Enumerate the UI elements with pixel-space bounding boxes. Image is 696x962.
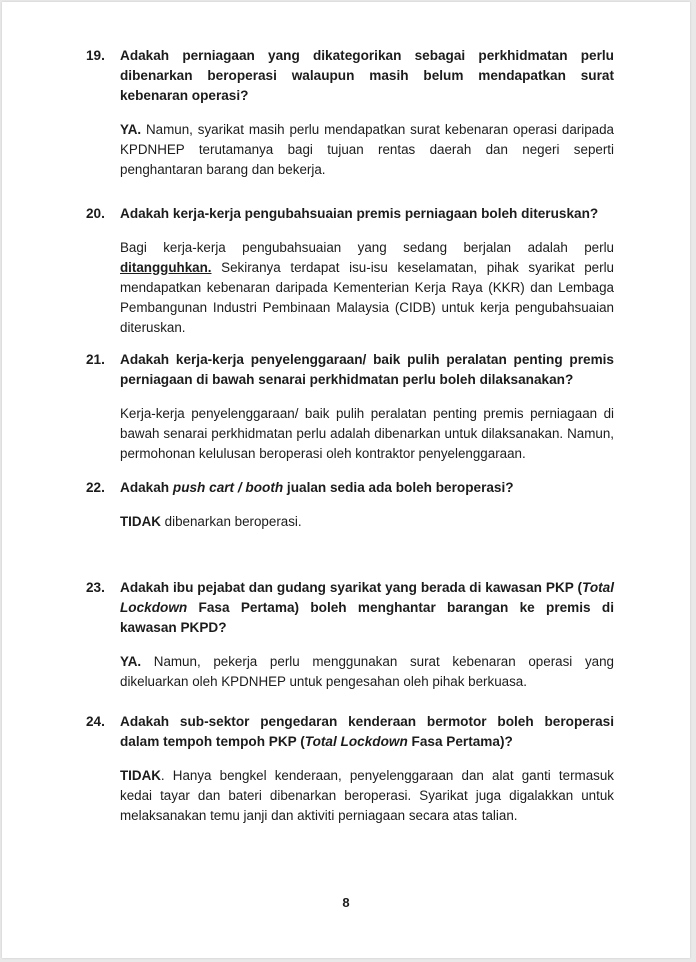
faq-item-20 (86, 204, 614, 338)
question-number: 23. (86, 580, 105, 595)
answer-emphasis: ditangguhkan. (120, 260, 212, 275)
question-20 (86, 204, 614, 224)
question-number: 22. (86, 480, 105, 495)
question-text: Adakah push cart / booth jualan sedia ada boleh beroperasi? (120, 480, 514, 495)
question-number: 19. (86, 48, 105, 63)
question-number: 24. (86, 714, 105, 729)
answer-body-end: Sekiranya terdapat isu-isu keselamatan, pihak syarikat perlu mendapatkan kebenaran daripada Kementerian Kerja Raya (KKR) dan Lembaga Pembangunan Industri Pembinaan Malaysia (CIDB) untuk kerja pengubahsuaian diteruskan. (120, 260, 614, 335)
question-emphasis: Total Lockdown (120, 580, 614, 615)
question-text: Adakah kerja-kerja pengubahsuaian premis perniagaan boleh diteruskan? (120, 206, 599, 221)
page-number: 8 (342, 895, 350, 910)
answer-body: Kerja-kerja penyelenggaraan/ baik pulih peralatan penting premis perniagaan di bawah senarai perkhidmatan perlu adalah dibenarkan untuk dilaksanakan. Namun, permohonan kelulusan beroperasi oleh kontraktor penyelenggaraan. (120, 406, 614, 461)
question-number: 21. (86, 352, 105, 367)
answer-22 (120, 512, 614, 532)
answer-body: Namun, syarikat masih perlu mendapatkan surat kebenaran operasi daripada KPDNHEP terutamanya bagi tujuan rentas daerah dan negeri seperti penghantaran barang dan bekerja. (120, 122, 614, 177)
question-19 (86, 46, 614, 106)
faq-item-21 (86, 350, 614, 464)
question-24 (86, 712, 614, 752)
answer-body-start: Bagi kerja-kerja pengubahsuaian yang sedang berjalan adalah perlu (120, 240, 614, 255)
question-text: Adakah ibu pejabat dan gudang syarikat yang berada di kawasan PKP (Total Lockdown Fasa Pertama) boleh menghantar barangan ke premis di kawasan PKPD? (120, 580, 614, 635)
answer-lead: TIDAK (120, 768, 161, 783)
faq-item-24 (86, 712, 614, 826)
answer-body: . Hanya bengkel kenderaan, penyelenggaraan dan alat ganti termasuk kedai tayar dan bateri dibenarkan beroperasi. Syarikat juga digalakkan untuk melaksanakan temu janji dan aktiviti perniagaan secara atas talian. (120, 768, 614, 823)
answer-lead: TIDAK (120, 514, 161, 529)
question-text: Adakah kerja-kerja penyelenggaraan/ baik pulih peralatan penting premis perniagaan di bawah senarai perkhidmatan perlu boleh dilaksanakan? (120, 352, 614, 387)
answer-lead: YA. (120, 122, 142, 137)
question-21 (86, 350, 614, 390)
question-text: Adakah perniagaan yang dikategorikan sebagai perkhidmatan perlu dibenarkan beroperasi walaupun masih belum mendapatkan surat kebenaran operasi? (120, 48, 614, 103)
document-page (2, 2, 690, 958)
answer-23 (120, 652, 614, 692)
faq-item-19 (86, 46, 614, 180)
question-23 (86, 578, 614, 638)
answer-19 (120, 120, 614, 180)
answer-24 (120, 766, 614, 826)
question-emphasis: push cart / booth (172, 480, 284, 495)
answer-body: Namun, pekerja perlu menggunakan surat kebenaran operasi yang dikeluarkan oleh KPDNHEP untuk pengesahan oleh pihak berkuasa. (120, 654, 614, 689)
answer-20 (120, 238, 614, 338)
question-22 (86, 478, 614, 498)
faq-item-22 (86, 478, 614, 532)
question-emphasis: Total Lockdown (304, 734, 408, 749)
question-text: Adakah sub-sektor pengedaran kenderaan bermotor boleh beroperasi dalam tempoh tempoh PKP (Total Lockdown Fasa Pertama)? (120, 714, 614, 749)
faq-item-23 (86, 578, 614, 692)
answer-lead: YA. (120, 654, 142, 669)
answer-body: dibenarkan beroperasi. (160, 514, 302, 529)
question-number: 20. (86, 206, 105, 221)
answer-21 (120, 404, 614, 464)
